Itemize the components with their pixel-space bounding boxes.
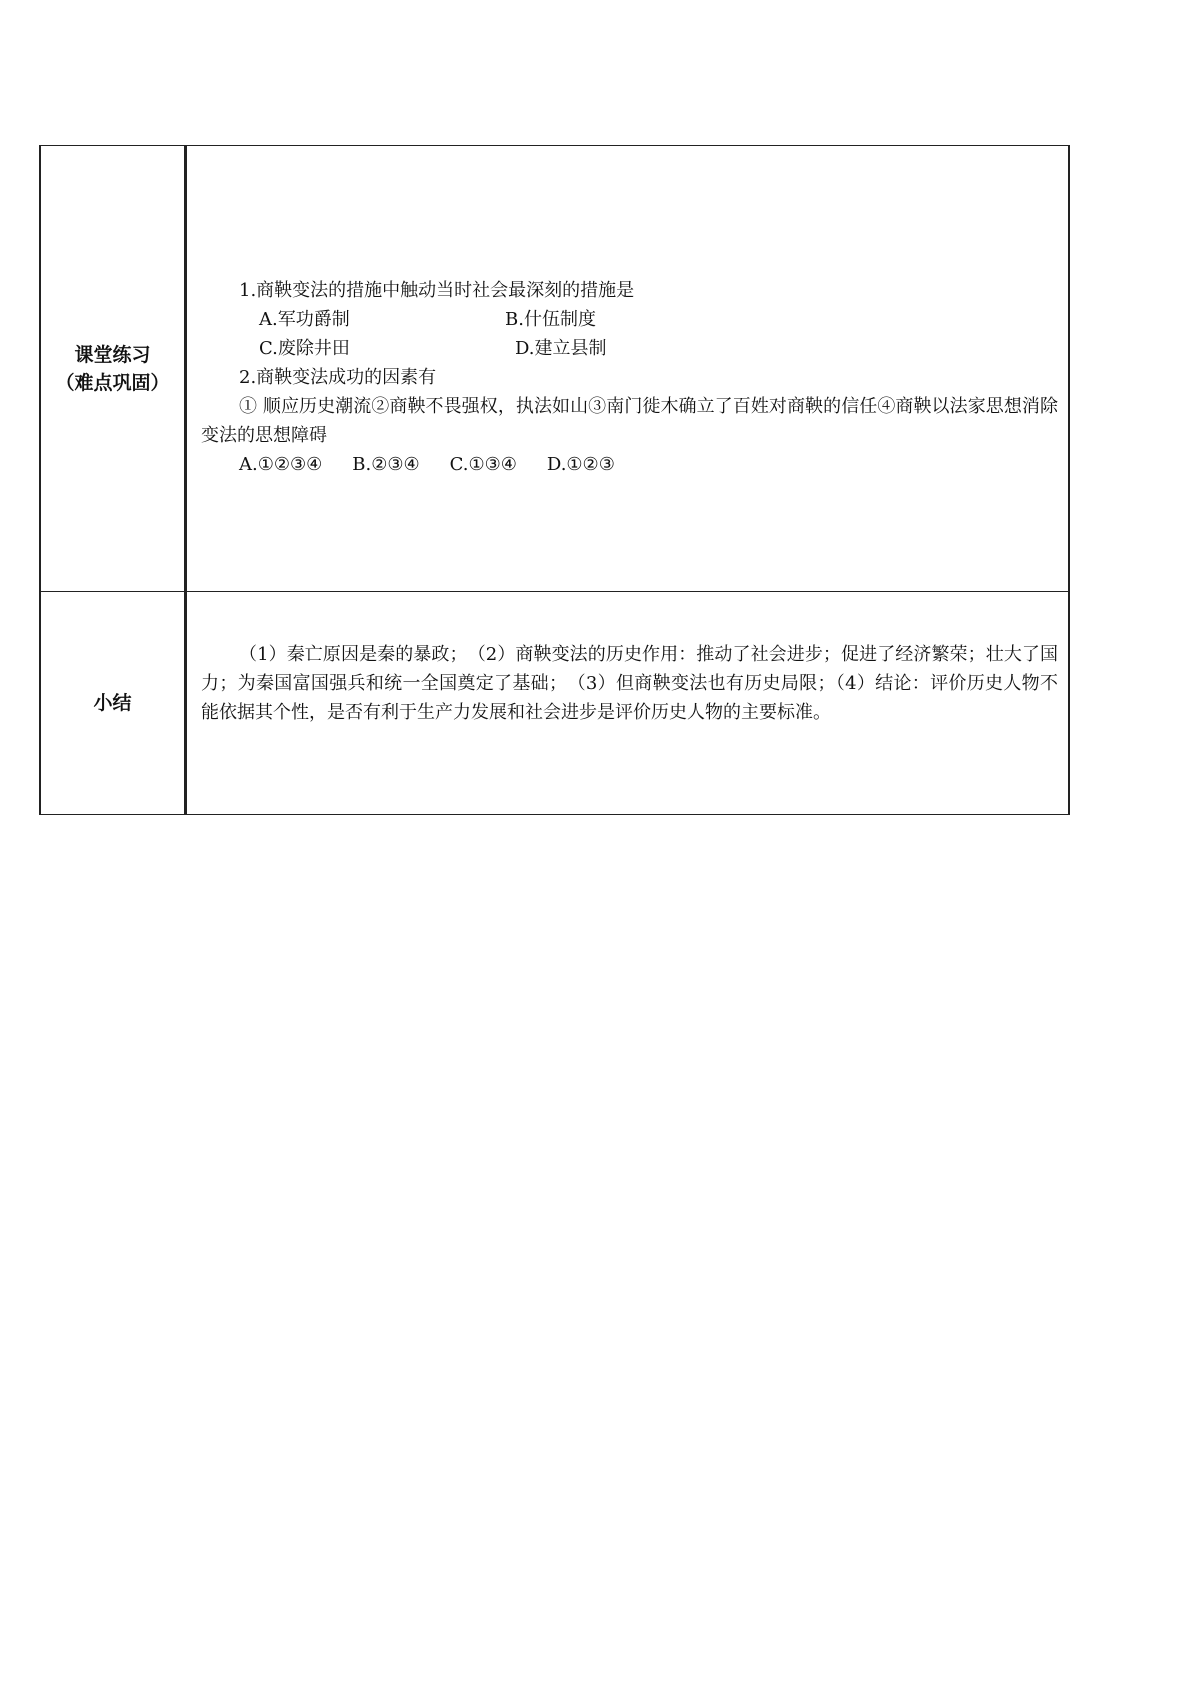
question-2-answer-a: A.①②③④ [239, 454, 323, 475]
question-1-options-row-1 [201, 305, 1058, 334]
question-1-option-b: B.什伍制度 [505, 309, 596, 330]
practice-row [40, 146, 1069, 592]
question-2-stem: 2.商鞅变法成功的因素有 [239, 367, 437, 388]
summary-text: （1）秦亡原因是秦的暴政； （2）商鞅变法的历史作用：推动了社会进步；促进了经济繁荣；壮大了国力；为秦国富国强兵和统一全国奠定了基础； （3）但商鞅变法也有历史局限；（4）结论：评价历史人物不能依据其个性，是否有利于生产力发展和社会进步是评价历史人物的主要标准。 [201, 643, 1058, 723]
practice-body [201, 258, 1058, 479]
question-1-option-a: A.军功爵制 [259, 309, 350, 330]
practice-label-cell [40, 146, 186, 592]
practice-label-subtitle: （难点巩固） [55, 371, 170, 394]
practice-content-cell [186, 146, 1070, 592]
question-2-answers [201, 450, 1058, 479]
question-2-statements: ① 顺应历史潮流②商鞅不畏强权，执法如山③南门徙木确立了百姓对商鞅的信任④商鞅以法家思想消除变法的思想障碍 [201, 396, 1058, 446]
summary-content-cell [186, 592, 1070, 815]
summary-label-cell [40, 592, 186, 815]
question-2-answer-b: B.②③④ [352, 454, 420, 475]
practice-label-title: 课堂练习 [74, 343, 151, 366]
question-2-answer-c: C.①③④ [449, 454, 517, 475]
question-2-answer-d: D.①②③ [546, 454, 615, 475]
summary-label: 小结 [93, 692, 132, 714]
question-1-option-c: C.废除井田 [259, 338, 350, 359]
lesson-table [39, 145, 1070, 815]
question-1-stem: 1.商鞅变法的措施中触动当时社会最深刻的措施是 [239, 280, 635, 301]
question-1-options-row-2 [201, 334, 1058, 363]
summary-row [40, 592, 1069, 815]
question-1-option-d: D.建立县制 [515, 338, 607, 359]
